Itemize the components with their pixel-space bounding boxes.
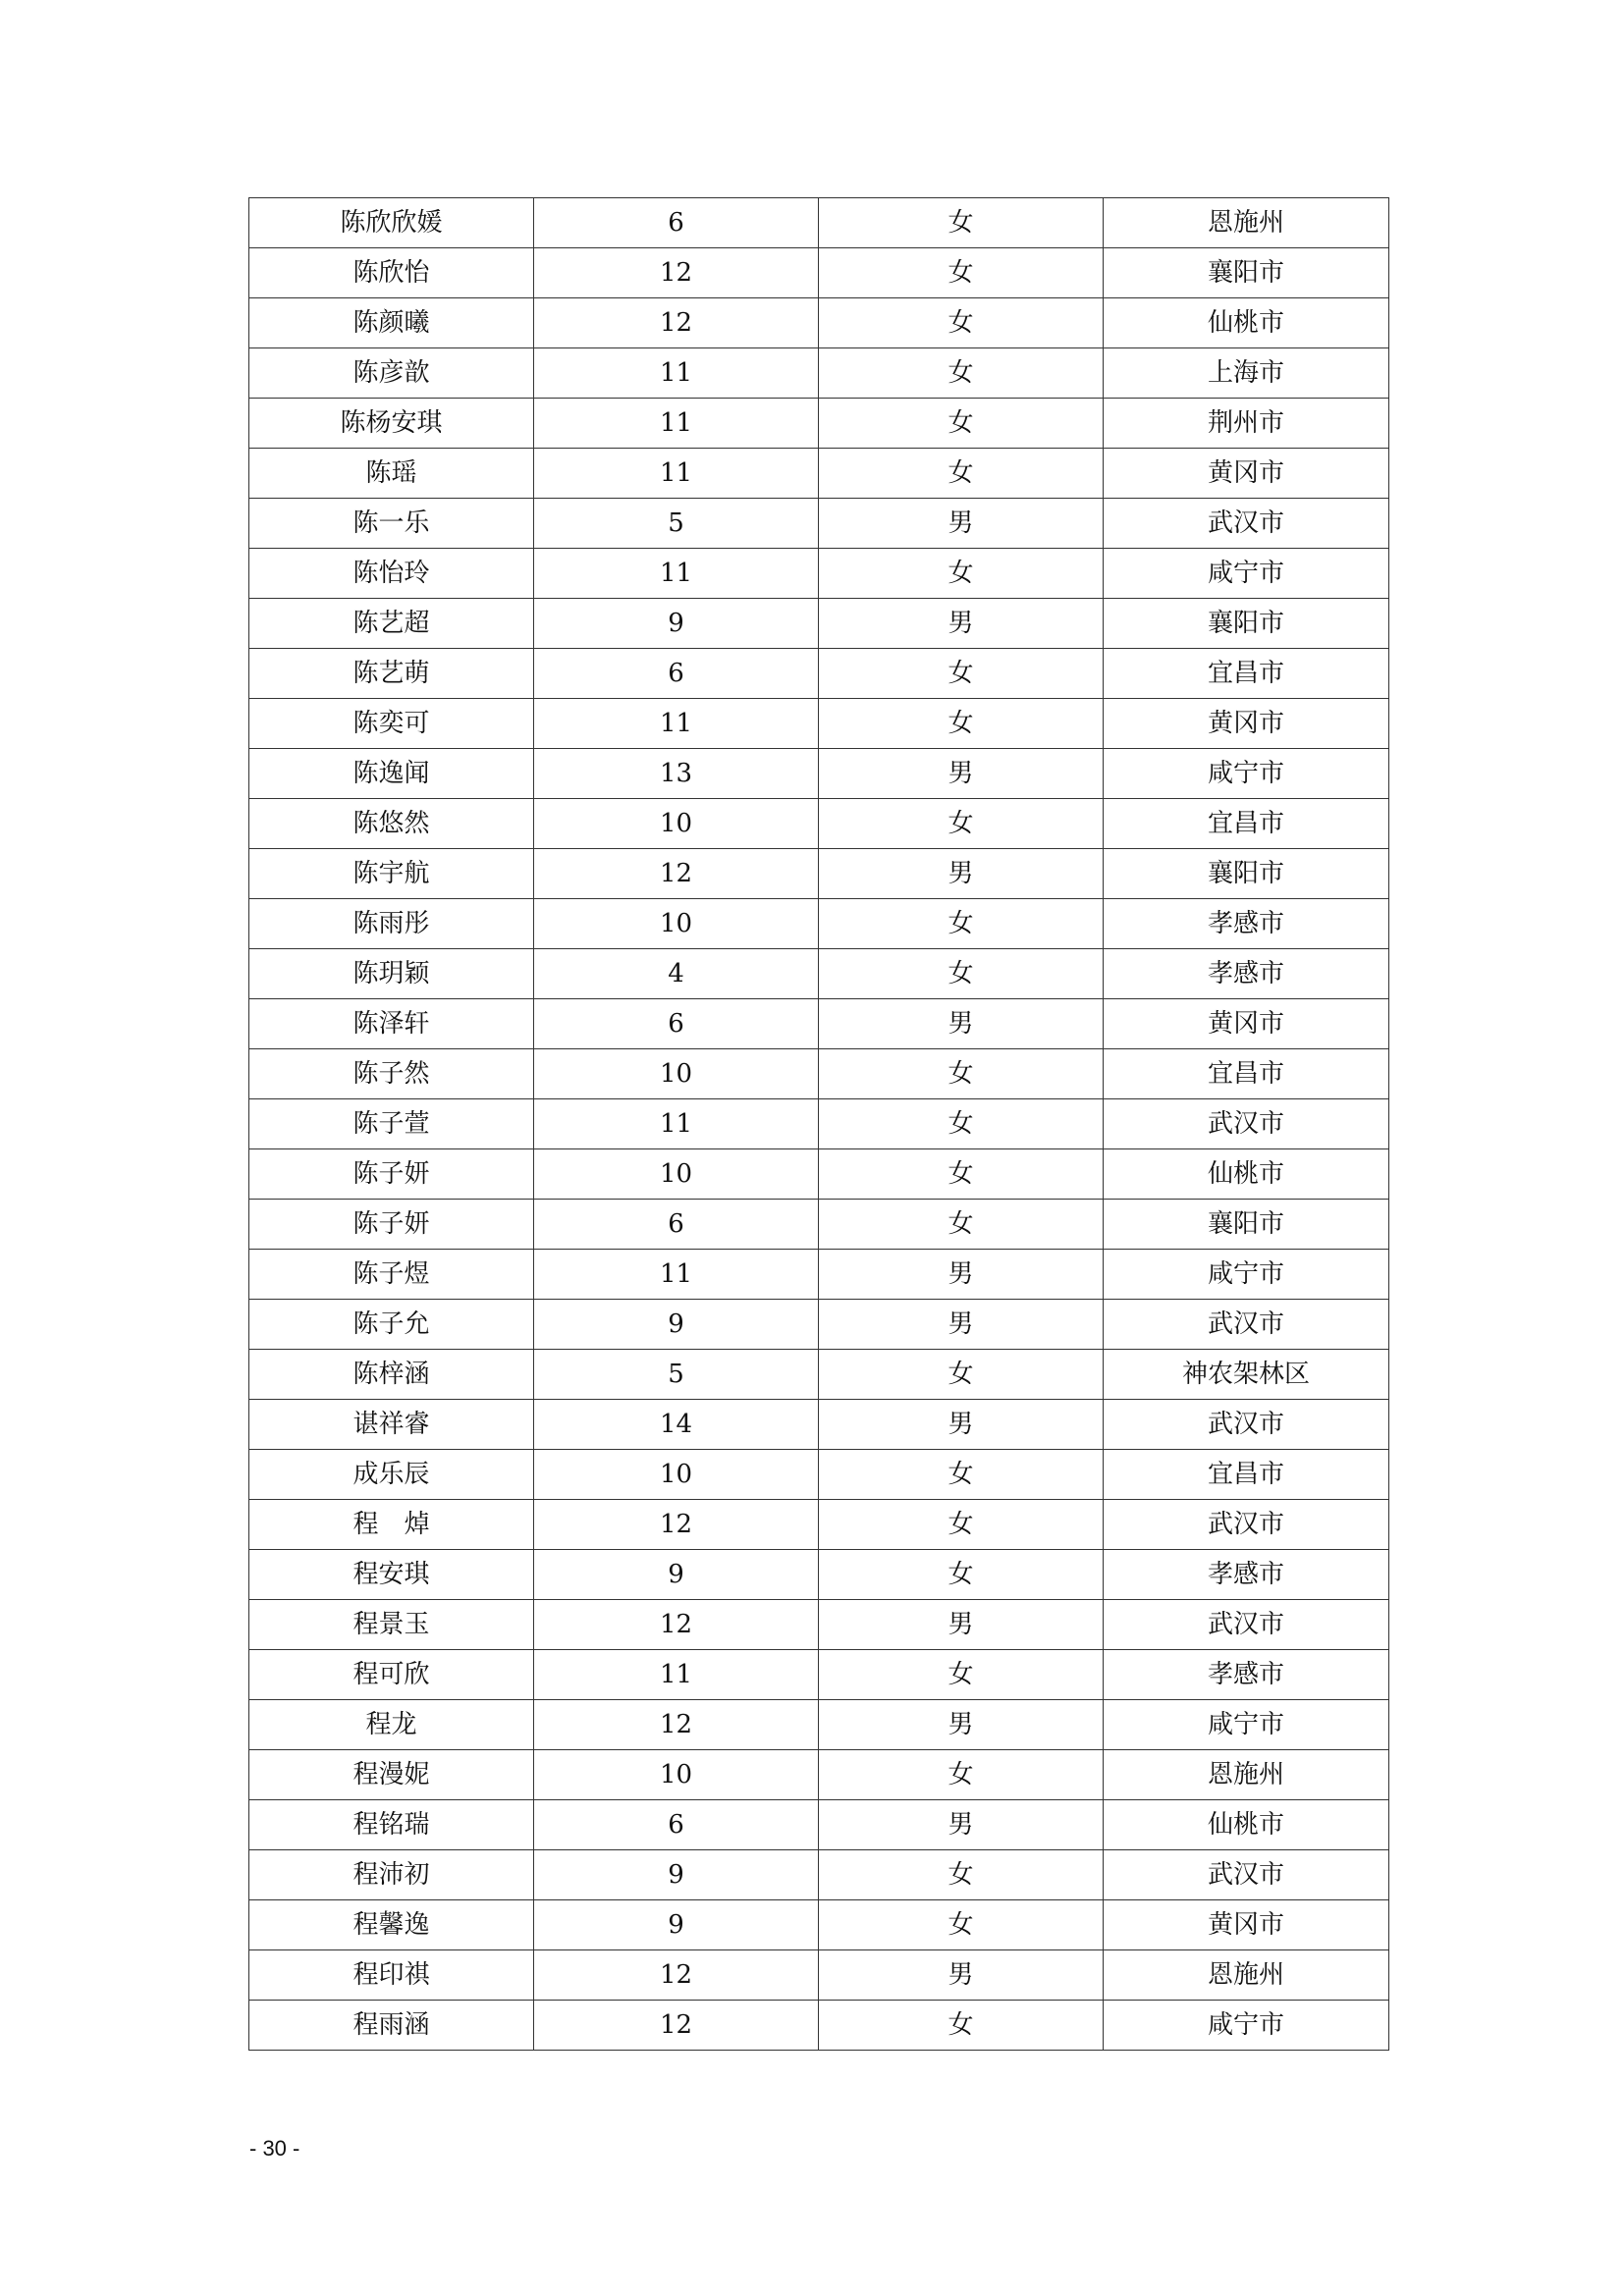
name-cell: 陈子妍 — [249, 1149, 534, 1200]
table-row — [249, 1650, 1389, 1700]
table-row — [249, 1300, 1389, 1350]
age-cell: 12 — [534, 849, 819, 899]
name-cell: 陈艺超 — [249, 599, 534, 649]
table-row — [249, 499, 1389, 549]
gender-cell: 女 — [819, 649, 1104, 699]
region-cell: 武汉市 — [1104, 1850, 1389, 1900]
name-cell: 程沛初 — [249, 1850, 534, 1900]
name-cell: 陈梓涵 — [249, 1350, 534, 1400]
table-row — [249, 298, 1389, 348]
age-cell: 6 — [534, 198, 819, 248]
name-cell: 陈玥颖 — [249, 949, 534, 999]
gender-cell: 男 — [819, 499, 1104, 549]
table-row — [249, 399, 1389, 449]
gender-cell: 女 — [819, 1750, 1104, 1800]
age-cell: 10 — [534, 1750, 819, 1800]
age-cell: 6 — [534, 1200, 819, 1250]
region-cell: 黄冈市 — [1104, 999, 1389, 1049]
age-cell: 12 — [534, 2001, 819, 2051]
age-cell: 11 — [534, 699, 819, 749]
age-cell: 11 — [534, 1250, 819, 1300]
age-cell: 10 — [534, 799, 819, 849]
gender-cell: 女 — [819, 348, 1104, 399]
region-cell: 黄冈市 — [1104, 449, 1389, 499]
gender-cell: 女 — [819, 399, 1104, 449]
table-row — [249, 1049, 1389, 1099]
name-cell: 陈颜曦 — [249, 298, 534, 348]
age-cell: 12 — [534, 1500, 819, 1550]
region-cell: 仙桃市 — [1104, 1149, 1389, 1200]
name-cell: 程印祺 — [249, 1950, 534, 2001]
gender-cell: 男 — [819, 1250, 1104, 1300]
table-row — [249, 899, 1389, 949]
name-cell: 陈瑶 — [249, 449, 534, 499]
region-cell: 咸宁市 — [1104, 749, 1389, 799]
gender-cell: 女 — [819, 899, 1104, 949]
gender-cell: 女 — [819, 949, 1104, 999]
region-cell: 武汉市 — [1104, 1099, 1389, 1149]
table-row — [249, 1750, 1389, 1800]
gender-cell: 男 — [819, 1300, 1104, 1350]
table-row — [249, 949, 1389, 999]
name-cell: 陈子萱 — [249, 1099, 534, 1149]
table-row — [249, 999, 1389, 1049]
age-cell: 9 — [534, 599, 819, 649]
name-cell: 陈怡玲 — [249, 549, 534, 599]
name-cell: 程可欣 — [249, 1650, 534, 1700]
table-row — [249, 1200, 1389, 1250]
roster-table — [248, 197, 1389, 2051]
table-row — [249, 1250, 1389, 1300]
region-cell: 武汉市 — [1104, 1500, 1389, 1550]
gender-cell: 女 — [819, 1049, 1104, 1099]
gender-cell: 男 — [819, 749, 1104, 799]
region-cell: 恩施州 — [1104, 1950, 1389, 2001]
gender-cell: 男 — [819, 849, 1104, 899]
name-cell: 陈子妍 — [249, 1200, 534, 1250]
region-cell: 襄阳市 — [1104, 849, 1389, 899]
region-cell: 恩施州 — [1104, 1750, 1389, 1800]
name-cell: 陈雨彤 — [249, 899, 534, 949]
age-cell: 10 — [534, 1149, 819, 1200]
age-cell: 5 — [534, 499, 819, 549]
name-cell: 程安琪 — [249, 1550, 534, 1600]
table-row — [249, 1149, 1389, 1200]
region-cell: 仙桃市 — [1104, 1800, 1389, 1850]
gender-cell: 女 — [819, 549, 1104, 599]
region-cell: 孝感市 — [1104, 1650, 1389, 1700]
gender-cell: 女 — [819, 699, 1104, 749]
age-cell: 12 — [534, 1600, 819, 1650]
gender-cell: 男 — [819, 1700, 1104, 1750]
age-cell: 9 — [534, 1900, 819, 1950]
name-cell: 程漫妮 — [249, 1750, 534, 1800]
name-cell: 陈杨安琪 — [249, 399, 534, 449]
name-cell: 陈泽轩 — [249, 999, 534, 1049]
table-row — [249, 1500, 1389, 1550]
name-cell: 陈逸闻 — [249, 749, 534, 799]
region-cell: 武汉市 — [1104, 1400, 1389, 1450]
name-cell: 程龙 — [249, 1700, 534, 1750]
region-cell: 咸宁市 — [1104, 1700, 1389, 1750]
name-cell: 陈子然 — [249, 1049, 534, 1099]
gender-cell: 女 — [819, 1099, 1104, 1149]
region-cell: 咸宁市 — [1104, 2001, 1389, 2051]
region-cell: 襄阳市 — [1104, 599, 1389, 649]
age-cell: 4 — [534, 949, 819, 999]
age-cell: 12 — [534, 1950, 819, 2001]
table-row — [249, 1400, 1389, 1450]
gender-cell: 男 — [819, 1800, 1104, 1850]
region-cell: 孝感市 — [1104, 899, 1389, 949]
table-row — [249, 1850, 1389, 1900]
table-row — [249, 1099, 1389, 1149]
gender-cell: 女 — [819, 1450, 1104, 1500]
table-row — [249, 1450, 1389, 1500]
name-cell: 陈奕可 — [249, 699, 534, 749]
name-cell: 成乐辰 — [249, 1450, 534, 1500]
name-cell: 陈欣欣媛 — [249, 198, 534, 248]
name-cell: 陈悠然 — [249, 799, 534, 849]
gender-cell: 女 — [819, 449, 1104, 499]
gender-cell: 女 — [819, 198, 1104, 248]
gender-cell: 女 — [819, 1550, 1104, 1600]
gender-cell: 女 — [819, 2001, 1104, 2051]
age-cell: 12 — [534, 248, 819, 298]
age-cell: 5 — [534, 1350, 819, 1400]
gender-cell: 女 — [819, 1650, 1104, 1700]
table-row — [249, 1950, 1389, 2001]
region-cell: 仙桃市 — [1104, 298, 1389, 348]
region-cell: 孝感市 — [1104, 1550, 1389, 1600]
age-cell: 6 — [534, 649, 819, 699]
gender-cell: 女 — [819, 1900, 1104, 1950]
age-cell: 12 — [534, 298, 819, 348]
name-cell: 陈艺萌 — [249, 649, 534, 699]
table-row — [249, 549, 1389, 599]
gender-cell: 女 — [819, 298, 1104, 348]
table-row — [249, 1550, 1389, 1600]
region-cell: 咸宁市 — [1104, 1250, 1389, 1300]
region-cell: 恩施州 — [1104, 198, 1389, 248]
name-cell: 程雨涵 — [249, 2001, 534, 2051]
age-cell: 9 — [534, 1850, 819, 1900]
table-row — [249, 2001, 1389, 2051]
table-row — [249, 248, 1389, 298]
table-row — [249, 649, 1389, 699]
region-cell: 宜昌市 — [1104, 799, 1389, 849]
region-cell: 上海市 — [1104, 348, 1389, 399]
age-cell: 11 — [534, 399, 819, 449]
gender-cell: 男 — [819, 1400, 1104, 1450]
name-cell: 陈子允 — [249, 1300, 534, 1350]
name-cell: 陈子煜 — [249, 1250, 534, 1300]
gender-cell: 男 — [819, 1950, 1104, 2001]
age-cell: 6 — [534, 999, 819, 1049]
region-cell: 武汉市 — [1104, 1300, 1389, 1350]
name-cell: 程景玉 — [249, 1600, 534, 1650]
age-cell: 14 — [534, 1400, 819, 1450]
age-cell: 6 — [534, 1800, 819, 1850]
name-cell: 陈彦歆 — [249, 348, 534, 399]
region-cell: 襄阳市 — [1104, 1200, 1389, 1250]
age-cell: 13 — [534, 749, 819, 799]
name-cell: 谌祥睿 — [249, 1400, 534, 1450]
table-row — [249, 1600, 1389, 1650]
name-cell: 陈欣怡 — [249, 248, 534, 298]
roster-table-body — [249, 198, 1389, 2051]
age-cell: 9 — [534, 1300, 819, 1350]
region-cell: 咸宁市 — [1104, 549, 1389, 599]
age-cell: 10 — [534, 899, 819, 949]
gender-cell: 女 — [819, 1149, 1104, 1200]
name-cell: 程馨逸 — [249, 1900, 534, 1950]
name-cell: 陈宇航 — [249, 849, 534, 899]
table-row — [249, 1350, 1389, 1400]
region-cell: 孝感市 — [1104, 949, 1389, 999]
region-cell: 宜昌市 — [1104, 1049, 1389, 1099]
age-cell: 10 — [534, 1049, 819, 1099]
age-cell: 11 — [534, 1650, 819, 1700]
table-row — [249, 1900, 1389, 1950]
region-cell: 宜昌市 — [1104, 1450, 1389, 1500]
gender-cell: 女 — [819, 1200, 1104, 1250]
table-row — [249, 799, 1389, 849]
region-cell: 宜昌市 — [1104, 649, 1389, 699]
table-row — [249, 599, 1389, 649]
table-row — [249, 699, 1389, 749]
table-row — [249, 1800, 1389, 1850]
gender-cell: 女 — [819, 1350, 1104, 1400]
region-cell: 武汉市 — [1104, 1600, 1389, 1650]
age-cell: 10 — [534, 1450, 819, 1500]
age-cell: 11 — [534, 449, 819, 499]
name-cell: 程 焯 — [249, 1500, 534, 1550]
age-cell: 11 — [534, 1099, 819, 1149]
name-cell: 陈一乐 — [249, 499, 534, 549]
gender-cell: 女 — [819, 1850, 1104, 1900]
gender-cell: 女 — [819, 248, 1104, 298]
table-row — [249, 1700, 1389, 1750]
table-row — [249, 198, 1389, 248]
table-row — [249, 849, 1389, 899]
table-row — [249, 749, 1389, 799]
region-cell: 神农架林区 — [1104, 1350, 1389, 1400]
page-number: - 30 - — [249, 2136, 300, 2161]
age-cell: 11 — [534, 348, 819, 399]
age-cell: 12 — [534, 1700, 819, 1750]
gender-cell: 男 — [819, 999, 1104, 1049]
table-row — [249, 449, 1389, 499]
region-cell: 荆州市 — [1104, 399, 1389, 449]
gender-cell: 女 — [819, 799, 1104, 849]
table-row — [249, 348, 1389, 399]
gender-cell: 女 — [819, 1500, 1104, 1550]
gender-cell: 男 — [819, 599, 1104, 649]
age-cell: 9 — [534, 1550, 819, 1600]
region-cell: 黄冈市 — [1104, 699, 1389, 749]
region-cell: 黄冈市 — [1104, 1900, 1389, 1950]
region-cell: 武汉市 — [1104, 499, 1389, 549]
gender-cell: 男 — [819, 1600, 1104, 1650]
name-cell: 程铭瑞 — [249, 1800, 534, 1850]
age-cell: 11 — [534, 549, 819, 599]
region-cell: 襄阳市 — [1104, 248, 1389, 298]
